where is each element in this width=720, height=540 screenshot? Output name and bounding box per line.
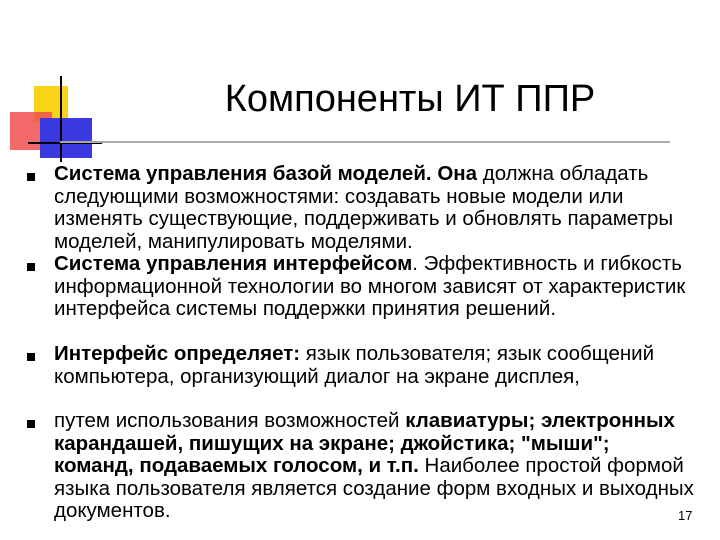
bullet-bold: Интерфейс определяет: [54,342,301,365]
title-underline [60,141,670,143]
slide-title: Компоненты ИТ ППР [224,78,596,120]
bullet-bold: Система управления интерфейсом [54,252,413,275]
bullet-text [54,410,694,523]
bullet-square-icon [27,173,35,181]
bullet-bold: Система управления базой моделей. Она [54,162,478,185]
logo-blue-square [40,118,92,158]
bullet-square-icon [27,353,35,361]
bullet-lead: путем использования возможностей [54,409,406,432]
bullet-square-icon [27,420,35,428]
bullet-text [54,343,694,388]
bullet-text [54,163,694,253]
bullet-rest: Наиболее простой формой языка пользователя является создание форм входных и выходных документов. [54,454,694,522]
bullet-rest: язык пользователя; язык сообщений компьютера, организующий диалог на экране дисплея, [54,342,655,388]
page-number: 17 [678,508,693,523]
bullet-rest: . Эффективность и гибкость информационной технологии во многом зависят от характеристик интерфейса системы поддержки принятия решений. [54,252,686,320]
bullet-bold: клавиатуры; электронных карандашей, пишущих на экране; джойстика; "мыши"; команд, подаваемых голосом, и т.п. [54,409,675,477]
logo-vertical-line [60,76,62,162]
bullet-text [54,253,694,321]
bullet-square-icon [27,263,35,271]
bullet-rest: должна обладать следующими возможностями: создавать новые модели или изменять существующие, поддерживать и обновлять параметры моделей, манипулировать моделями. [54,162,674,253]
